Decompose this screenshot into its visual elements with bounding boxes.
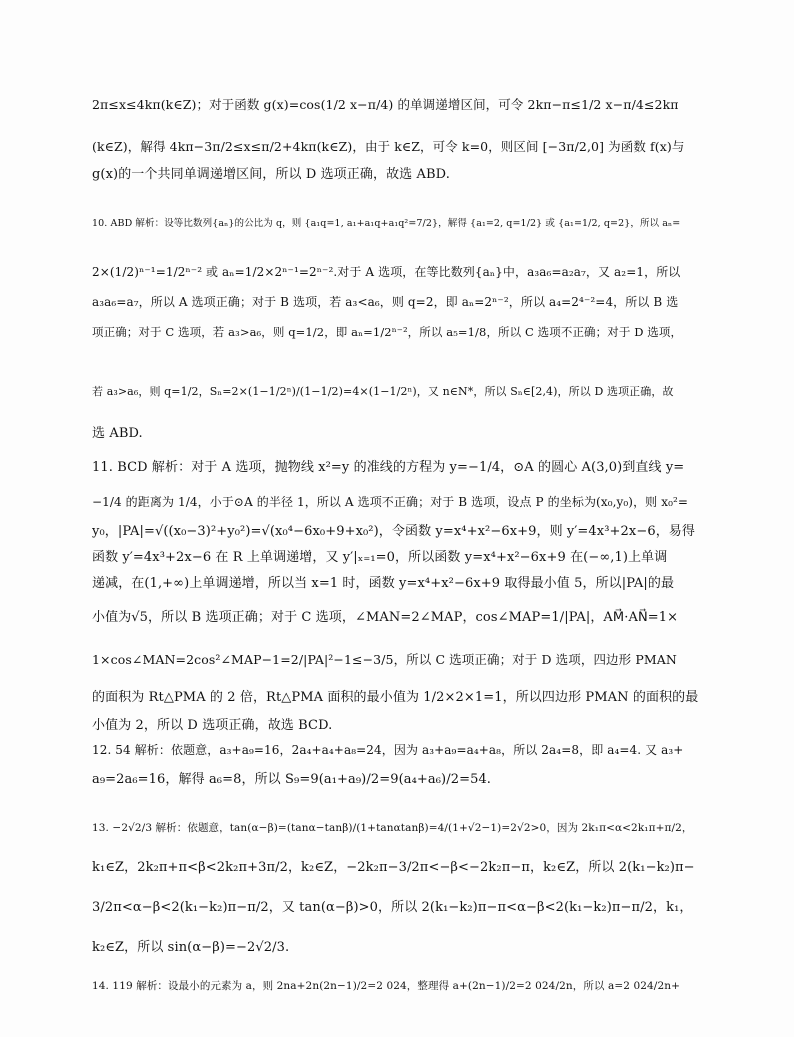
q11-heading-line: 11. BCD 解析：对于 A 选项，抛物线 x²=y 的准线的方程为 y=−1/4，⊙A 的圆心 A(3,0)到直线 y=: [92, 460, 685, 475]
text-line: 函数 y′=4x³+2x−6 在 R 上单调递增，又 y′|ₓ₌₁=0，所以函数 y=x⁴+x²−6x+9 在(−∞,1)上单调: [92, 550, 668, 565]
text-line: y₀，|PA|=√((x₀−3)²+y₀²)=√(x₀⁴−6x₀+9+x₀²)，令函数 y=x⁴+x²−6x+9，则 y′=4x³+2x−6，易得: [92, 524, 695, 539]
text-line: k₁∈Z，2k₂π+π<β<2k₂π+3π/2，k₂∈Z，−2k₂π−3/2π<−β<−2k₂π−π，k₂∈Z，所以 2(k₁−k₂)π−: [92, 860, 695, 875]
text-line: 选 ABD.: [92, 426, 143, 441]
text-line: g(x)的一个共同单调递增区间，所以 D 选项正确，故选 ABD.: [92, 167, 450, 182]
text-line: 小值为√5，所以 B 选项正确；对于 C 选项，∠MAN=2∠MAP，cos∠MAP=1/|PA|，AM⃗·AN⃗=1×: [92, 610, 679, 625]
text-line: 1×cos∠MAN=2cos²∠MAP−1=2/|PA|²−1≤−3/5，所以 C 选项正确；对于 D 选项，四边形 PMAN: [92, 652, 677, 667]
text-line: k₂∈Z，所以 sin(α−β)=−2√2/3.: [92, 940, 290, 955]
text-line: 2π≤x≤4kπ(k∈Z)；对于函数 g(x)=cos(1/2 x−π/4) 的单调递增区间，可令 2kπ−π≤1/2 x−π/4≤2kπ: [92, 97, 679, 112]
q13-heading-line: 13. −2√2/3 解析：依题意，tan(α−β)=(tanα−tanβ)/(1+tanαtanβ)=4/(1+√2−1)=2√2>0，因为 2k₁π<α<2k₁π+π/2，: [92, 822, 693, 834]
text-line: 小值为 2，所以 D 选项正确，故选 BCD.: [92, 718, 333, 733]
text-line: a₃a₆=a₇，所以 A 选项正确；对于 B 选项，若 a₃<a₆，则 q=2，即 aₙ=2ⁿ⁻²，所以 a₄=2⁴⁻²=4，所以 B 选: [92, 295, 679, 309]
text-line: (k∈Z)，解得 4kπ−3π/2≤x≤π/2+4kπ(k∈Z)，由于 k∈Z，可令 k=0，则区间 [−3π/2,0] 为函数 f(x)与: [92, 139, 685, 154]
text-line: 的面积为 Rt△PMA 的 2 倍，Rt△PMA 面积的最小值为 1/2×2×1=1，所以四边形 PMAN 的面积的最: [92, 690, 698, 705]
text-line: −1/4 的距离为 1/4，小于⊙A 的半径 1，所以 A 选项不正确；对于 B 选项，设点 P 的坐标为(x₀,y₀)，则 x₀²=: [92, 495, 689, 509]
text-line: 2×(1/2)ⁿ⁻¹=1/2ⁿ⁻² 或 aₙ=1/2×2ⁿ⁻¹=2ⁿ⁻².对于 A 选项，在等比数列{aₙ}中，a₃a₆=a₂a₇，又 a₂=1，所以: [92, 265, 681, 279]
text-line: a₉=2a₆=16，解得 a₆=8，所以 S₉=9(a₁+a₉)/2=9(a₄+a₆)/2=54.: [92, 772, 492, 787]
text-line: 递减，在(1,+∞)上单调递增，所以当 x=1 时，函数 y=x⁴+x²−6x+9 取得最小值 5，所以|PA|的最: [92, 576, 675, 591]
q14-heading-line: 14. 119 解析：设最小的元素为 a，则 2na+2n(2n−1)/2=2 024，整理得 a+(2n−1)/2=2 024/2n，所以 a=2 024/2n+: [92, 980, 680, 992]
text-line: 若 a₃>a₆，则 q=1/2，Sₙ=2×(1−1/2ⁿ)/(1−1/2)=4×(1−1/2ⁿ)，又 n∈N*，所以 Sₙ∈[2,4)，所以 D 选项正确，故: [92, 385, 674, 398]
q12-heading-line: 12. 54 解析：依题意，a₃+a₉=16，2a₄+a₄+a₈=24，因为 a₃+a₉=a₄+a₈，所以 2a₄=8，即 a₄=4. 又 a₃+: [92, 743, 684, 757]
text-line: 项正确；对于 C 选项，若 a₃>a₆，则 q=1/2，即 aₙ=1/2ⁿ⁻²，所以 a₅=1/8，所以 C 选项不正确；对于 D 选项，: [92, 325, 683, 339]
text-line: 3/2π<α−β<2(k₁−k₂)π−π/2，又 tan(α−β)>0，所以 2(k₁−k₂)π−π<α−β<2(k₁−k₂)π−π/2，k₁，: [92, 900, 693, 915]
q10-heading-line: 10. ABD 解析：设等比数列{aₙ}的公比为 q，则 {a₁q=1, a₁+a₁q+a₁q²=7/2}，解得 {a₁=2, q=1/2} 或 {a₁=1/2, q=2}，所以 aₙ=: [92, 218, 681, 229]
